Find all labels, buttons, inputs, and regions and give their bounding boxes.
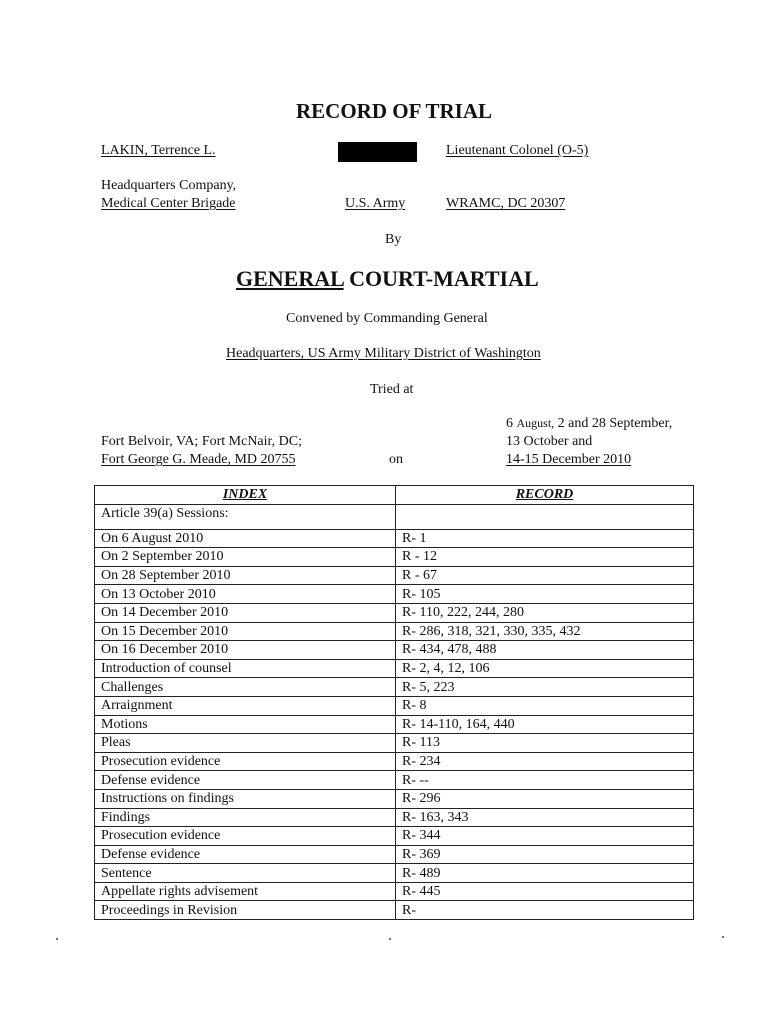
index-item: On 6 August 2010 <box>95 529 396 548</box>
record-pages: R - 12 <box>396 548 694 567</box>
record-pages: R- 344 <box>396 827 694 846</box>
index-item: Arraignment <box>95 696 396 715</box>
table-row <box>95 845 694 864</box>
index-item: On 2 September 2010 <box>95 548 396 567</box>
station: WRAMC, DC 20307 <box>446 196 566 211</box>
record-pages: R- 5, 223 <box>396 678 694 697</box>
record-pages: R- 8 <box>396 696 694 715</box>
index-item: On 16 December 2010 <box>95 641 396 660</box>
table-row <box>95 752 694 771</box>
table-row <box>95 715 694 734</box>
record-pages: R - 67 <box>396 566 694 585</box>
index-item: Introduction of counsel <box>95 659 396 678</box>
court-type: GENERAL <box>236 266 344 291</box>
location-line-1: Fort Belvoir, VA; Fort McNair, DC; <box>101 434 302 449</box>
court-heading <box>236 266 539 292</box>
table-row <box>95 678 694 697</box>
table-row <box>95 771 694 790</box>
table-row <box>95 585 694 604</box>
record-pages: R- <box>396 901 694 920</box>
scan-speck <box>389 938 391 940</box>
index-item: On 15 December 2010 <box>95 622 396 641</box>
table-row <box>95 548 694 567</box>
dates-line-1 <box>506 416 672 432</box>
index-item: Prosecution evidence <box>95 827 396 846</box>
index-item: Instructions on findings <box>95 789 396 808</box>
record-pages: R- 113 <box>396 734 694 753</box>
dates-line-1b: August, <box>516 416 555 430</box>
index-header: INDEX <box>95 486 396 505</box>
record-pages: R- 445 <box>396 882 694 901</box>
table-row <box>95 696 694 715</box>
table-row <box>95 808 694 827</box>
unit-line-1: Headquarters Company, <box>101 178 237 193</box>
tried-at-label: Tried at <box>370 382 414 397</box>
index-item: Defense evidence <box>95 845 396 864</box>
scan-speck <box>722 936 724 938</box>
record-pages: R- 14-110, 164, 440 <box>396 715 694 734</box>
record-pages: R- 489 <box>396 864 694 883</box>
table-row <box>95 659 694 678</box>
record-pages: R- -- <box>396 771 694 790</box>
unit-line-2: Medical Center Brigade <box>101 196 236 211</box>
court-label: COURT-MARTIAL <box>349 266 539 291</box>
dates-line-1a: 6 <box>506 416 513 431</box>
table-row <box>95 566 694 585</box>
record-pages: R- 1 <box>396 529 694 548</box>
record-pages: R- 234 <box>396 752 694 771</box>
accused-name: LAKIN, Terrence L. <box>101 143 216 158</box>
index-item: Defense evidence <box>95 771 396 790</box>
accused-rank: Lieutenant Colonel (O-5) <box>446 143 589 158</box>
index-item: Appellate rights advisement <box>95 882 396 901</box>
table-row <box>95 734 694 753</box>
index-item: Pleas <box>95 734 396 753</box>
record-pages: R- 434, 478, 488 <box>396 641 694 660</box>
table-row <box>95 901 694 920</box>
location-line-2: Fort George G. Meade, MD 20755 <box>101 452 296 467</box>
table-row <box>95 789 694 808</box>
index-item: On 13 October 2010 <box>95 585 396 604</box>
document-title: RECORD OF TRIAL <box>295 99 493 123</box>
dates-line-1c: 2 and 28 September, <box>557 416 673 431</box>
scan-speck <box>56 938 58 940</box>
record-pages: R- 286, 318, 321, 330, 335, 432 <box>396 622 694 641</box>
on-label: on <box>389 452 403 467</box>
record-pages: R- 110, 222, 244, 280 <box>396 603 694 622</box>
table-row <box>95 622 694 641</box>
index-item: Proceedings in Revision <box>95 901 396 920</box>
table-row <box>95 864 694 883</box>
dates-line-2: 13 October and <box>506 434 593 449</box>
index-item: On 28 September 2010 <box>95 566 396 585</box>
redaction-block <box>338 142 417 162</box>
convened-by: Convened by Commanding General <box>286 311 488 326</box>
index-item: Sentence <box>95 864 396 883</box>
index-item: On 14 December 2010 <box>95 603 396 622</box>
dates-line-3: 14-15 December 2010 <box>506 452 632 467</box>
table-row <box>95 529 694 548</box>
record-pages: R- 2, 4, 12, 106 <box>396 659 694 678</box>
table-row <box>95 603 694 622</box>
table-row <box>95 641 694 660</box>
index-item: Prosecution evidence <box>95 752 396 771</box>
table-row <box>95 827 694 846</box>
record-pages: R- 105 <box>396 585 694 604</box>
table-row <box>95 882 694 901</box>
branch: U.S. Army <box>345 196 406 211</box>
index-item: Findings <box>95 808 396 827</box>
record-pages: R- 296 <box>396 789 694 808</box>
record-pages: R- 163, 343 <box>396 808 694 827</box>
sessions-subheading-record <box>396 504 694 529</box>
record-pages: R- 369 <box>396 845 694 864</box>
by-label: By <box>385 232 402 247</box>
convening-hq: Headquarters, US Army Military District of Washington <box>226 346 541 361</box>
index-item: Challenges <box>95 678 396 697</box>
index-item: Motions <box>95 715 396 734</box>
sessions-subheading: Article 39(a) Sessions: <box>95 504 396 529</box>
index-table <box>94 485 694 920</box>
record-header: RECORD <box>396 486 694 505</box>
